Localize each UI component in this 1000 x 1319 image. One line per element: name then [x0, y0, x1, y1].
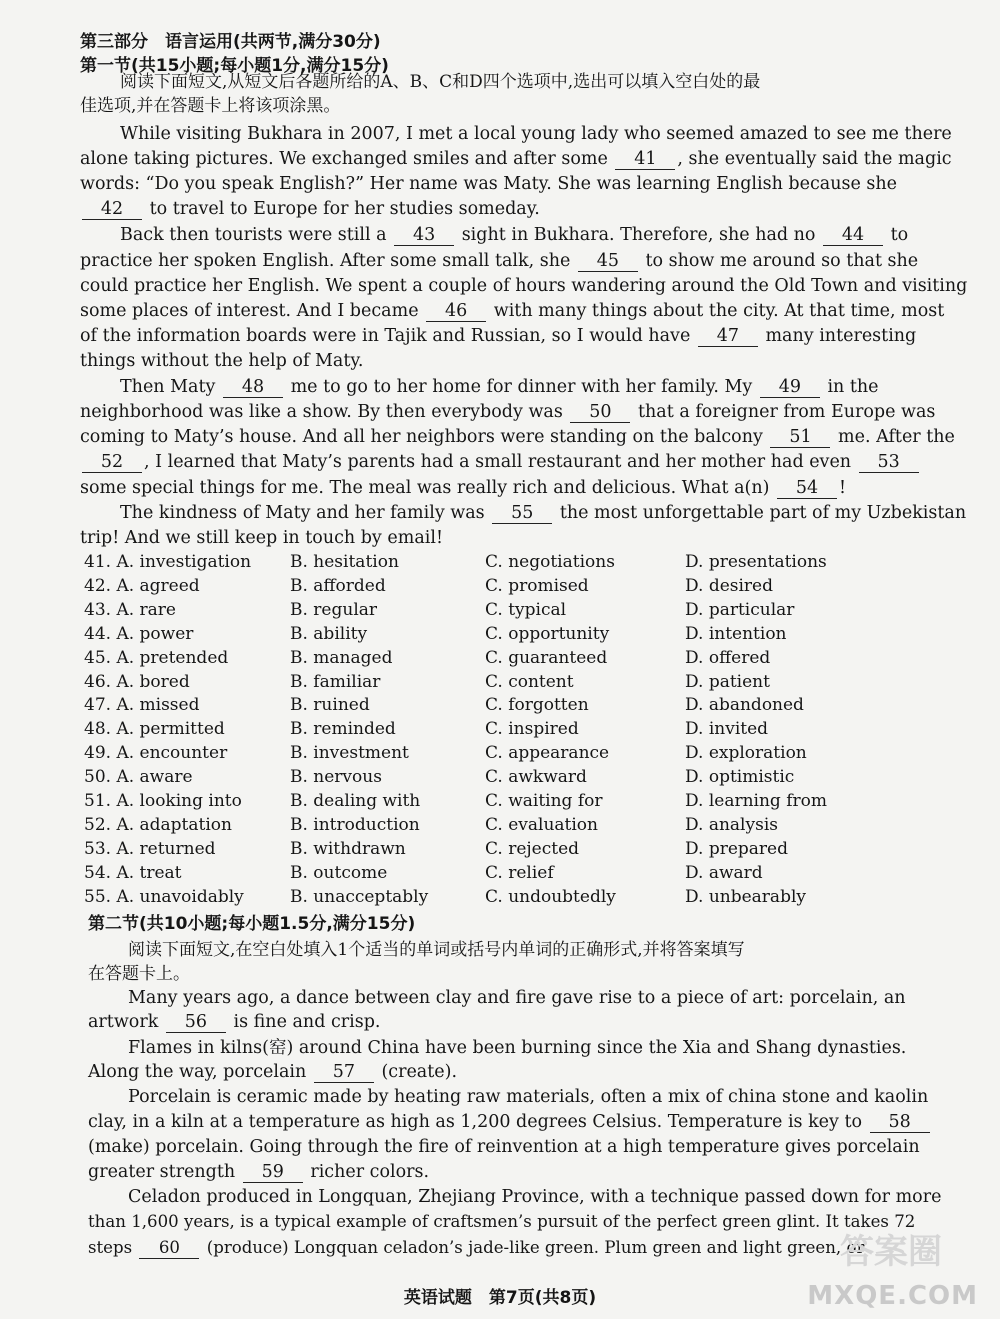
passage-line: While visiting Bukhara in 2007, I met a local young lady who seemed amazed to see me there [120, 124, 952, 144]
option-b: B. reminded [290, 719, 396, 740]
option-c: C. opportunity [485, 623, 610, 644]
option-n: 55. A. unavoidably [84, 886, 244, 907]
option-n: 48. A. permitted [84, 719, 225, 740]
option-n: 50. A. aware [84, 767, 193, 788]
passage-line: alone taking pictures. We exchanged smiles and after some 41 , she eventually said the magic [80, 149, 952, 169]
passage2-line: clay, in a kiln at a temperature as high as 1,200 degrees Celsius. Temperature is key to 58 [88, 1110, 932, 1134]
option-n: 44. A. power [84, 623, 194, 644]
option-n: 45. A. pretended [84, 647, 229, 668]
passage-line: Back then tourists were still a 43 sight in Bukhara. Therefore, she had no 44 to [120, 225, 909, 245]
blank-48: 48 [223, 377, 283, 398]
option-c: C. waiting for [485, 791, 603, 811]
option-b: B. dealing with [290, 791, 421, 811]
option-d: D. particular [685, 599, 795, 620]
option-c: C. inspired [485, 719, 579, 740]
section1-title: 第一节(共15小题;每小题1分,满分15分) [80, 56, 389, 76]
passage-line: could practice her English. We spent a couple of hours wandering around the Old Town and visiting [80, 276, 968, 296]
passage2-line: (make) porcelain. Going through the fire of reinvention at a high temperature gives porcelain [88, 1137, 920, 1157]
option-d: D. offered [685, 647, 771, 668]
option-d: D. analysis [685, 814, 778, 835]
blank-55: 55 [492, 503, 552, 524]
option-c: C. undoubtedly [485, 886, 616, 907]
blank-53: 53 [859, 452, 919, 473]
option-c: C. relief [485, 862, 554, 883]
passage2-line: Many years ago, a dance between clay and fire gave rise to a piece of art: porcelain, an [128, 988, 906, 1008]
option-c: C. evaluation [485, 814, 598, 835]
option-d: D. award [685, 862, 763, 883]
blank-47: 47 [698, 326, 758, 347]
passage2-line: greater strength 59 richer colors. [88, 1162, 430, 1182]
blank-57: 57 [314, 1062, 374, 1083]
option-n: 53. A. returned [84, 838, 216, 859]
option-d: D. presentations [685, 552, 827, 572]
passage-line: of the information boards were in Tajik and Russian, so I would have 47 many interesting [80, 326, 917, 346]
option-d: D. learning from [685, 791, 827, 811]
option-d: D. optimistic [685, 767, 795, 788]
blank-43: 43 [394, 225, 454, 246]
blank-50: 50 [570, 402, 630, 423]
option-d: D. prepared [685, 838, 788, 859]
blank-41: 41 [615, 149, 675, 170]
option-n: 42. A. agreed [84, 575, 200, 596]
passage2-line: Porcelain is ceramic made by heating raw materials, often a mix of china stone and kaolin [128, 1087, 929, 1107]
option-b: B. familiar [290, 671, 381, 692]
option-n: 46. A. bored [84, 671, 190, 692]
option-b: B. outcome [290, 862, 388, 883]
passage-line: trip! And we still keep in touch by email! [80, 528, 443, 548]
passage-line: things without the help of Maty. [80, 351, 364, 371]
option-c: C. rejected [485, 838, 580, 859]
passage-line: words: “Do you speak English?” Her name was Maty. She was learning English because she [80, 174, 897, 194]
blank-46: 46 [426, 301, 486, 322]
passage2-line: Along the way, porcelain 57 (create). [88, 1062, 458, 1082]
passage2-line: Flames in kilns(窑) around China have been burning since the Xia and Shang dynasties. [128, 1038, 907, 1058]
section2-instruction-line1: 阅读下面短文,在空白处填入1个适当的单词或括号内单词的正确形式,并将答案填写 [128, 940, 745, 960]
option-b: B. managed [290, 647, 393, 668]
section1-instruction-line2: 佳选项,并在答题卡上将该项涂黑。 [80, 96, 341, 116]
option-b: B. ability [290, 623, 368, 644]
option-n: 49. A. encounter [84, 743, 228, 764]
option-b: B. investment [290, 743, 409, 764]
blank-56: 56 [166, 1012, 226, 1033]
blank-44: 44 [823, 225, 883, 246]
option-d: D. abandoned [685, 695, 804, 716]
passage-line: neighborhood was like a show. By then everybody was 50 that a foreigner from Europe was [80, 402, 936, 422]
blank-42: 42 [82, 199, 142, 220]
option-d: D. unbearably [685, 886, 806, 907]
passage-line: practice her spoken English. After some small talk, she 45 to show me around so that she [80, 251, 919, 271]
option-c: C. typical [485, 599, 567, 620]
option-b: B. hesitation [290, 552, 399, 572]
part3-title: 第三部分 语言运用(共两节,满分30分) [80, 32, 381, 52]
blank-52: 52 [82, 452, 142, 473]
option-n: 52. A. adaptation [84, 814, 232, 835]
section1-instruction-line1: 阅读下面短文,从短文后各题所给的A、B、C和D四个选项中,选出可以填入空白处的最 [120, 72, 761, 92]
passage-line: 42 to travel to Europe for her studies someday. [80, 197, 540, 221]
option-b: B. regular [290, 599, 378, 620]
watermark-logo: 答案圈 [840, 1232, 942, 1272]
passage2-line: Celadon produced in Longquan, Zhejiang Province, with a technique passed down for more [128, 1187, 942, 1207]
option-d: D. exploration [685, 743, 807, 764]
option-c: C. forgotten [485, 695, 589, 716]
option-d: D. intention [685, 623, 787, 644]
blank-49: 49 [760, 377, 820, 398]
section2-instruction-line2: 在答题卡上。 [88, 964, 190, 984]
option-c: C. awkward [485, 767, 587, 788]
blank-51: 51 [770, 427, 830, 448]
option-d: D. patient [685, 671, 770, 692]
option-b: B. unacceptably [290, 886, 429, 907]
passage2-line: artwork 56 is fine and crisp. [88, 1012, 381, 1032]
passage2-line: than 1,600 years, is a typical example of craftsmen’s pursuit of the perfect green glint. It takes 72 [88, 1212, 916, 1231]
option-n: 47. A. missed [84, 695, 200, 716]
page-footer: 英语试题 第7页(共8页) [403, 1288, 597, 1308]
option-n: 51. A. looking into [84, 791, 242, 811]
option-c: C. guaranteed [485, 647, 608, 668]
passage-line: some places of interest. And I became 46 with many things about the city. At that time, most [80, 301, 945, 321]
option-b: B. nervous [290, 767, 382, 788]
option-c: C. appearance [485, 743, 610, 764]
option-c: C. negotiations [485, 552, 615, 572]
watermark: MXQE.COM [807, 1281, 978, 1311]
option-d: D. invited [685, 719, 769, 740]
section2-title: 第二节(共10小题;每小题1.5分,满分15分) [88, 914, 416, 934]
option-b: B. afforded [290, 575, 386, 596]
passage-line: 52 , I learned that Maty’s parents had a small restaurant and her mother had even 53 [80, 450, 921, 474]
blank-60: 60 [139, 1238, 199, 1259]
option-n: 41. A. investigation [84, 552, 252, 572]
option-n: 43. A. rare [84, 599, 176, 620]
blank-54: 54 [777, 478, 837, 499]
passage-line: coming to Maty’s house. And all her neighbors were standing on the balcony 51 me. After the [80, 427, 955, 447]
passage-line: Then Maty 48 me to go to her home for dinner with her family. My 49 in the [120, 377, 879, 397]
passage2-line: steps 60 (produce) Longquan celadon’s jade-like green. Plum green and light green, or [88, 1238, 865, 1257]
option-n: 54. A. treat [84, 862, 182, 883]
blank-59: 59 [243, 1162, 303, 1183]
option-b: B. ruined [290, 695, 370, 716]
blank-58: 58 [870, 1112, 930, 1133]
passage-line: some special things for me. The meal was really rich and delicious. What a(n) 54 ! [80, 478, 847, 498]
option-b: B. withdrawn [290, 838, 406, 859]
option-c: C. promised [485, 575, 589, 596]
option-b: B. introduction [290, 814, 420, 835]
blank-45: 45 [578, 251, 638, 272]
option-d: D. desired [685, 575, 774, 596]
option-c: C. content [485, 671, 574, 692]
passage-line: The kindness of Maty and her family was 55 the most unforgettable part of my Uzbekistan [120, 503, 967, 523]
